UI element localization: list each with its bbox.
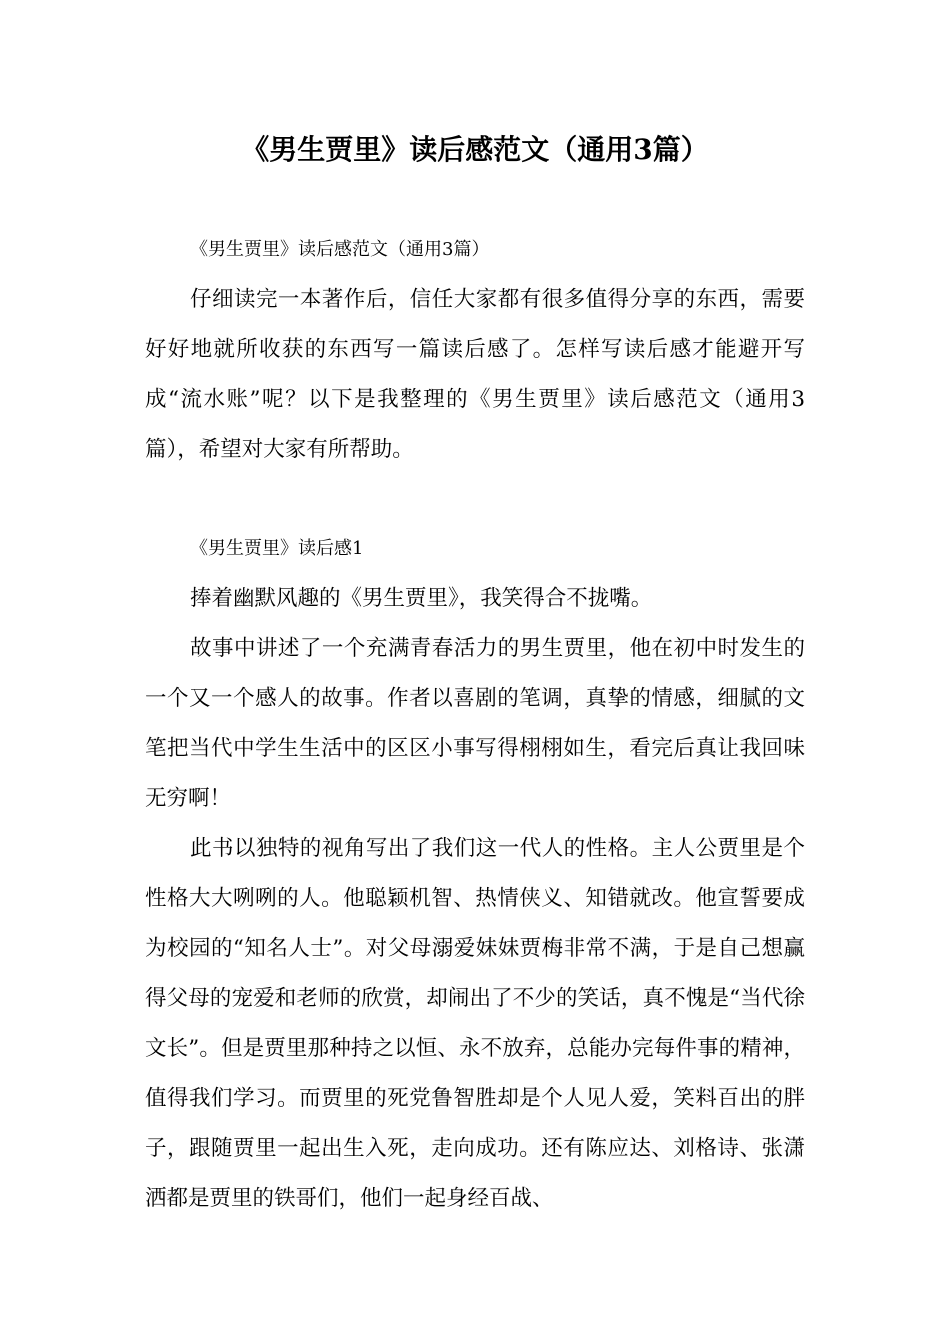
section1-paragraph-1: 捧着幽默风趣的《男生贾里》，我笑得合不拢嘴。 — [190, 586, 653, 611]
document-title: 《男生贾里》读后感范文（通用3篇） — [241, 133, 709, 166]
section1-heading: 《男生贾里》读后感1 — [190, 538, 364, 559]
intro-heading: 《男生贾里》读后感范文（通用3篇） — [190, 239, 490, 260]
intro-paragraph: 仔细读完一本著作后，信任大家都有很多值得分享的东西，需要好好地就所收获的东西写一篇读后感了。怎样写读后感才能避开写成“流水账”呢？以下是我整理的《男生贾里》读后感范文（通用3篇），希望对大家有所帮助。 — [145, 287, 805, 462]
section1-paragraph-2: 故事中讲述了一个充满青春活力的男生贾里，他在初中时发生的一个又一个感人的故事。作者以喜剧的笔调，真挚的情感，细腻的文笔把当代中学生生活中的区区小事写得栩栩如生，看完后真让我回味无穷啊！ — [145, 636, 805, 811]
section1-paragraph-3: 此书以独特的视角写出了我们这一代人的性格。主人公贾里是个性格大大咧咧的人。他聪颖机智、热情侠义、知错就改。他宣誓要成为校园的“知名人士”。对父母溺爱妹妹贾梅非常不满，于是自己想赢得父母的宠爱和老师的欣赏，却闹出了不少的笑话，真不愧是“当代徐文长”。但是贾里那种持之以恒、永不放弃，总能办完每件事的精神，值得我们学习。而贾里的死党鲁智胜却是个人见人爱，笑料百出的胖子，跟随贾里一起出生入死，走向成功。还有陈应达、刘格诗、张潇洒都是贾里的铁哥们，他们一起身经百战、 — [145, 836, 805, 1211]
